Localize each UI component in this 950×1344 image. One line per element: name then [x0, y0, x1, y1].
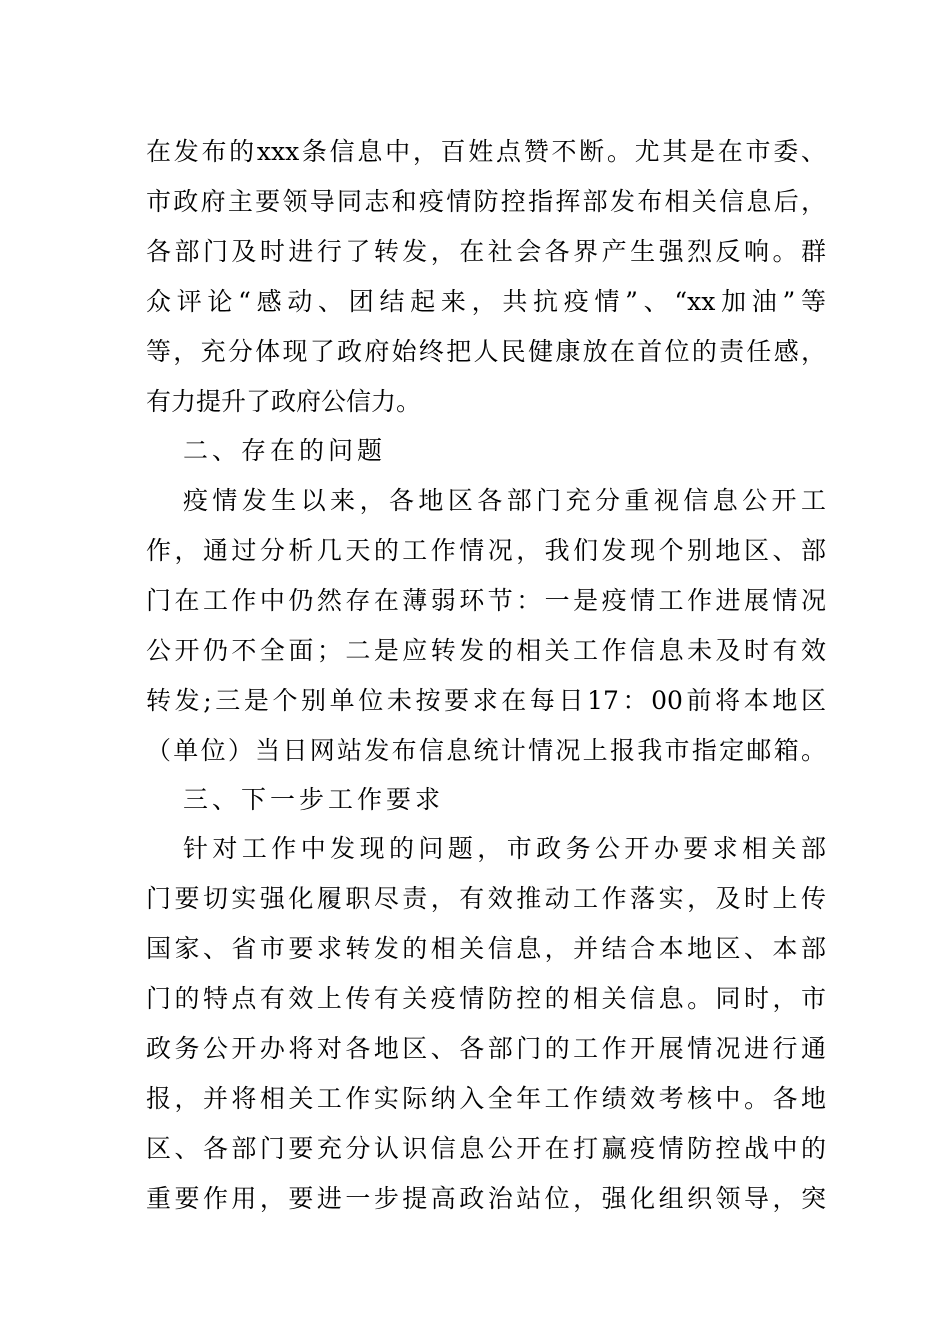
paragraph-line: 国家、省市要求转发的相关信息，并结合本地区、本部 [146, 934, 826, 963]
paragraph-line: 市政府主要领导同志和疫情防控指挥部发布相关信息后， [146, 187, 826, 216]
paragraph-line: 众评论“感动、团结起来，共抗疫情”、“xx加油”等 [146, 287, 826, 316]
paragraph-line: 门要切实强化履职尽责，有效推动工作落实，及时上传 [146, 884, 826, 913]
paragraph-line: 在发布的xxx条信息中，百姓点赞不断。尤其是在市委、 [146, 137, 826, 166]
paragraph-line: 各部门及时进行了转发，在社会各界产生强烈反响。群 [146, 237, 826, 266]
paragraph-line: 疫情发生以来，各地区各部门充分重视信息公开工 [183, 486, 826, 515]
paragraph-line: 重要作用，要进一步提高政治站位，强化组织领导，突 [146, 1184, 826, 1213]
paragraph-line: 转发;三是个别单位未按要求在每日17：00前将本地区 [146, 686, 826, 715]
paragraph-line: 作，通过分析几天的工作情况，我们发现个别地区、部 [146, 536, 826, 565]
paragraph-line: 门在工作中仍然存在薄弱环节：一是疫情工作进展情况 [146, 586, 826, 615]
paragraph-line: 针对工作中发现的问题，市政务公开办要求相关部 [183, 834, 826, 863]
section-heading: 三、下一步工作要求 [183, 785, 445, 814]
paragraph-line: 报，并将相关工作实际纳入全年工作绩效考核中。各地 [146, 1084, 826, 1113]
section-heading: 二、存在的问题 [183, 436, 387, 465]
paragraph-line: 门的特点有效上传有关疫情防控的相关信息。同时，市 [146, 984, 826, 1013]
paragraph-line: 公开仍不全面；二是应转发的相关工作信息未及时有效 [146, 636, 826, 665]
paragraph-line: 区、各部门要充分认识信息公开在打赢疫情防控战中的 [146, 1134, 826, 1163]
paragraph-line: 等，充分体现了政府始终把人民健康放在首位的责任感， [146, 337, 826, 366]
paragraph-line: 政务公开办将对各地区、各部门的工作开展情况进行通 [146, 1034, 826, 1063]
paragraph-line: （单位）当日网站发布信息统计情况上报我市指定邮箱。 [146, 736, 826, 765]
paragraph-line: 有力提升了政府公信力。 [146, 387, 422, 416]
